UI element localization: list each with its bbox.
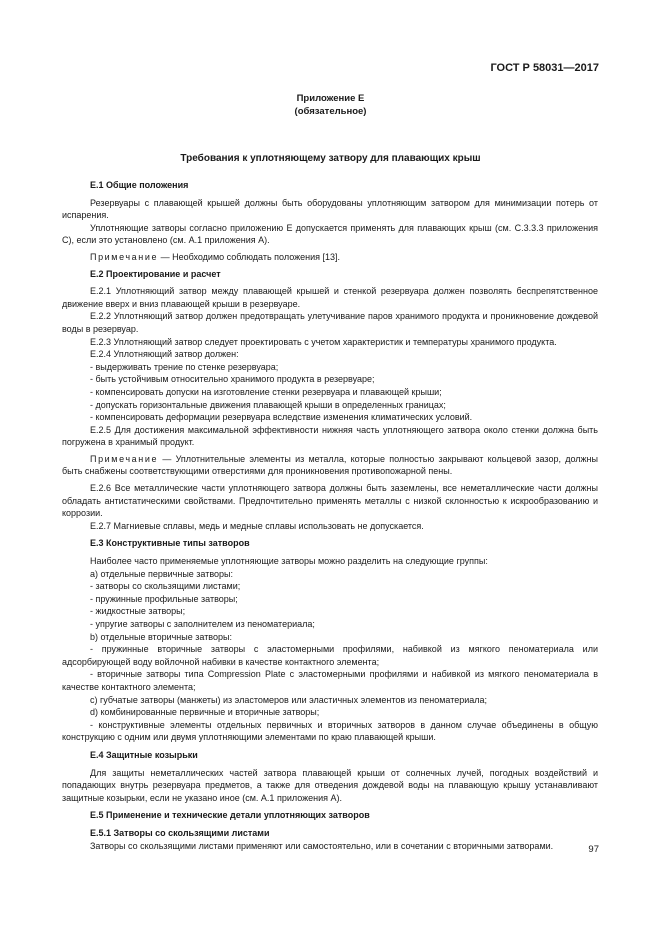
paragraph: Для защиты неметаллических частей затвора плавающей крыши от солнечных лучей, погодных воздействий и попадающих внутрь резервуара предметов, а также для отведения дождевой воды на плавающую крышу устанавливают защитные козырьки, если не указано иное (см. А.1 приложения А). bbox=[62, 767, 598, 803]
section-heading-e1: Е.1 Общие положения bbox=[90, 180, 189, 190]
document-body bbox=[62, 179, 598, 852]
list-item: - жидкостные затворы; bbox=[90, 606, 186, 617]
section-heading-e4: Е.4 Защитные козырьки bbox=[90, 749, 198, 760]
document-title: Требования к уплотняющему затвору для плавающих крыш bbox=[180, 153, 481, 164]
standard-number: ГОСТ Р 58031—2017 bbox=[490, 62, 599, 74]
list-item: - пружинные профильные затворы; bbox=[90, 593, 238, 604]
list-item: - допускать горизонтальные движения плавающей крыши в определенных границах; bbox=[90, 399, 446, 410]
paragraph: Е.2.5 Для достижения максимальной эффективности нижняя часть уплотняющего затвора около стенки должна быть погружена в хранимый продукт. bbox=[62, 424, 598, 448]
list-item: d) комбинированные первичные и вторичные затворы; bbox=[90, 707, 320, 718]
list-item: - быть устойчивым относительно хранимого продукта в резервуаре; bbox=[90, 374, 375, 385]
paragraph: Е.2.4 Уплотняющий затвор должен: bbox=[90, 349, 239, 360]
page-number: 97 bbox=[588, 844, 599, 855]
list-item: - выдерживать трение по стенке резервуара; bbox=[90, 361, 279, 372]
annex-status: (обязательное) bbox=[294, 106, 367, 117]
list-item: a) отдельные первичные затворы: bbox=[90, 568, 234, 579]
list-item: - пружинные вторичные затворы с эластомерными профилями, набивкой из мягкого пеноматериала или адсорбирующей воду войлочной набивки в качестве контактного элемента; bbox=[62, 644, 598, 667]
section-heading-e2: Е.2 Проектирование и расчет bbox=[90, 268, 221, 279]
list-item: - компенсировать допуски на изготовление стенки резервуара и плавающей крыши; bbox=[90, 386, 442, 397]
paragraph: Е.2.1 Уплотняющий затвор между плавающей крышей и стенкой резервуара должен позволять беспрепятственное движение вверх и вниз плавающей крыши в резервуаре. bbox=[62, 286, 598, 309]
paragraph: Е.2.2 Уплотняющий затвор должен предотвращать улетучивание паров хранимого продукта и проникновение дождевой воды в резервуар. bbox=[62, 311, 598, 334]
list-item: b) отдельные вторичные затворы: bbox=[90, 631, 232, 642]
list-item: - затворы со скользящими листами; bbox=[90, 581, 241, 592]
paragraph: Е.2.6 Все металлические части уплотняющего затвора должны быть заземлены, все неметаллические части должны обладать антистатическими свойствами. Предпочтительно применять металлы с низкой склонностью к искрообразованию и коррозии. bbox=[62, 483, 598, 519]
note-text: — Необходимо соблюдать положения [13]. bbox=[158, 251, 341, 262]
list-item: c) губчатые затворы (манжеты) из эластомеров или эластичных элементов из пеноматериала; bbox=[90, 694, 488, 705]
list-item: - компенсировать деформации резервуара вследствие изменения климатических условий. bbox=[90, 412, 473, 423]
section-heading-e3: Е.3 Конструктивные типы затворов bbox=[90, 538, 250, 549]
section-heading-e5: Е.5 Применение и технические детали уплотняющих затворов bbox=[90, 810, 370, 821]
note-text: — Уплотнительные элементы из металла, которые полностью закрывают кольцевой зазор, должны быть снабжены соответствующими отверстиями для проникновения противопожарной пены. bbox=[62, 453, 598, 477]
list-item: - упругие затворы с заполнителем из пеноматериала; bbox=[90, 619, 315, 629]
paragraph: Уплотняющие затворы согласно приложению Е допускается применять для плавающих крыш (см. С.3.3.3 приложения С), если это установлено (см. А.1 приложения А). bbox=[62, 222, 598, 246]
paragraph: Е.2.3 Уплотняющий затвор следует проектировать с учетом характеристик и температуры хранимого продукта. bbox=[90, 336, 557, 347]
annex-title: Приложение Е bbox=[296, 93, 365, 104]
subsection-heading-e5-1: Е.5.1 Затворы со скользящими листами bbox=[90, 827, 270, 838]
paragraph: Затворы со скользящими листами применяют или самостоятельно, или в сочетании с вторичными затворами. bbox=[90, 840, 554, 851]
list-item: - конструктивные элементы отдельных первичных и вторичных затворов в данном случае объединены в общую конструкцию с одним или двумя уплотняющими элементами по краю плавающей крыши. bbox=[62, 719, 598, 743]
note bbox=[62, 453, 598, 478]
note bbox=[62, 251, 598, 264]
note-label: Примечание bbox=[90, 453, 159, 464]
paragraph: Наиболее часто применяемые уплотняющие затворы можно разделить на следующие группы: bbox=[90, 556, 488, 567]
paragraph: Резервуары с плавающей крышей должны быть оборудованы уплотняющим затвором для минимизации потерь от испарения. bbox=[62, 197, 598, 221]
paragraph: Е.2.7 Магниевые сплавы, медь и медные сплавы использовать не допускается. bbox=[90, 520, 424, 531]
note-label: Примечание bbox=[90, 251, 159, 262]
list-item: - вторичные затворы типа Compression Plate с эластомерными профилями и набивкой из мягкого пеноматериала в качестве контактного элемента; bbox=[62, 669, 598, 692]
